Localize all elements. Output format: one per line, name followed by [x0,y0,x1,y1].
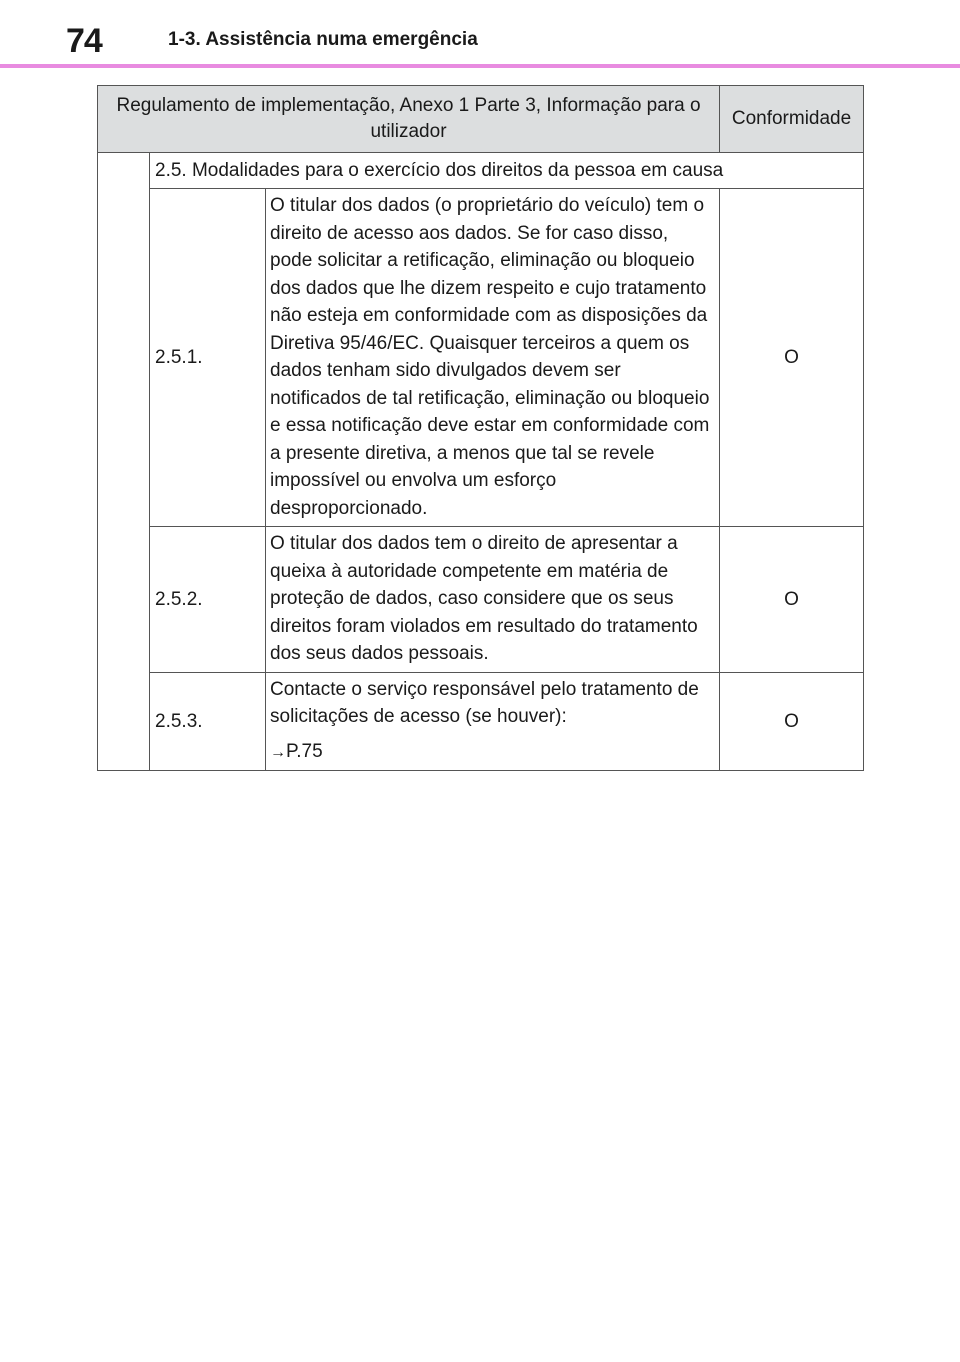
conformity-column-header: Conformidade [720,86,864,153]
header-divider [0,64,960,68]
item-number: 2.5.1. [150,189,266,527]
item-number: 2.5.3. [150,672,266,771]
item-conformity: O [720,189,864,527]
table-row [98,189,864,527]
item-description: O titular dos dados (o proprietário do veículo) tem o direito de acesso aos dados. Se for caso disso, pode solicitar a retificação, eliminação ou bloqueio dos dados que lhe dizem respeito e cujo tratamento não esteja em conformidade com as disposições da Diretiva 95/46/EC. Quaisquer terceiros a quem os dados tenham sido divulgados devem ser notificados de tal retificação, eliminação ou bloqueio e essa notificação deve estar em conformidade com a presente diretiva, a menos que tal se revele impossível ou envolva um esforço desproporcionado. [266,189,720,527]
section-title: 1-3. Assistência numa emergência [168,29,478,50]
page-reference[interactable] [270,738,715,767]
item-number: 2.5.2. [150,527,266,673]
table-row [98,527,864,673]
page-number: 74 [66,22,102,60]
arrow-right-icon: → [270,743,286,761]
item-description: Contacte o serviço responsável pelo tratamento de solicitações de acesso (se houver): [270,678,699,727]
regulation-column-header: Regulamento de implementação, Anexo 1 Parte 3, Informação para o utilizador [98,86,720,153]
table-header-row [98,86,864,153]
section-row [98,153,864,189]
page-reference-label: P.75 [286,740,323,762]
page-header [0,0,960,70]
section-heading: 2.5. Modalidades para o exercício dos direitos da pessoa em causa [150,153,864,189]
item-conformity: O [720,672,864,771]
table-row [98,672,864,771]
user-information-table [97,85,864,771]
item-conformity: O [720,527,864,673]
item-description: O titular dos dados tem o direito de apresentar a queixa à autoridade competente em matéria de proteção de dados, caso considere que os seus direitos foram violados em resultado do tratamento dos seus dados pessoais. [266,527,720,673]
item-description-cell [266,672,720,771]
indent-cell [98,153,150,771]
